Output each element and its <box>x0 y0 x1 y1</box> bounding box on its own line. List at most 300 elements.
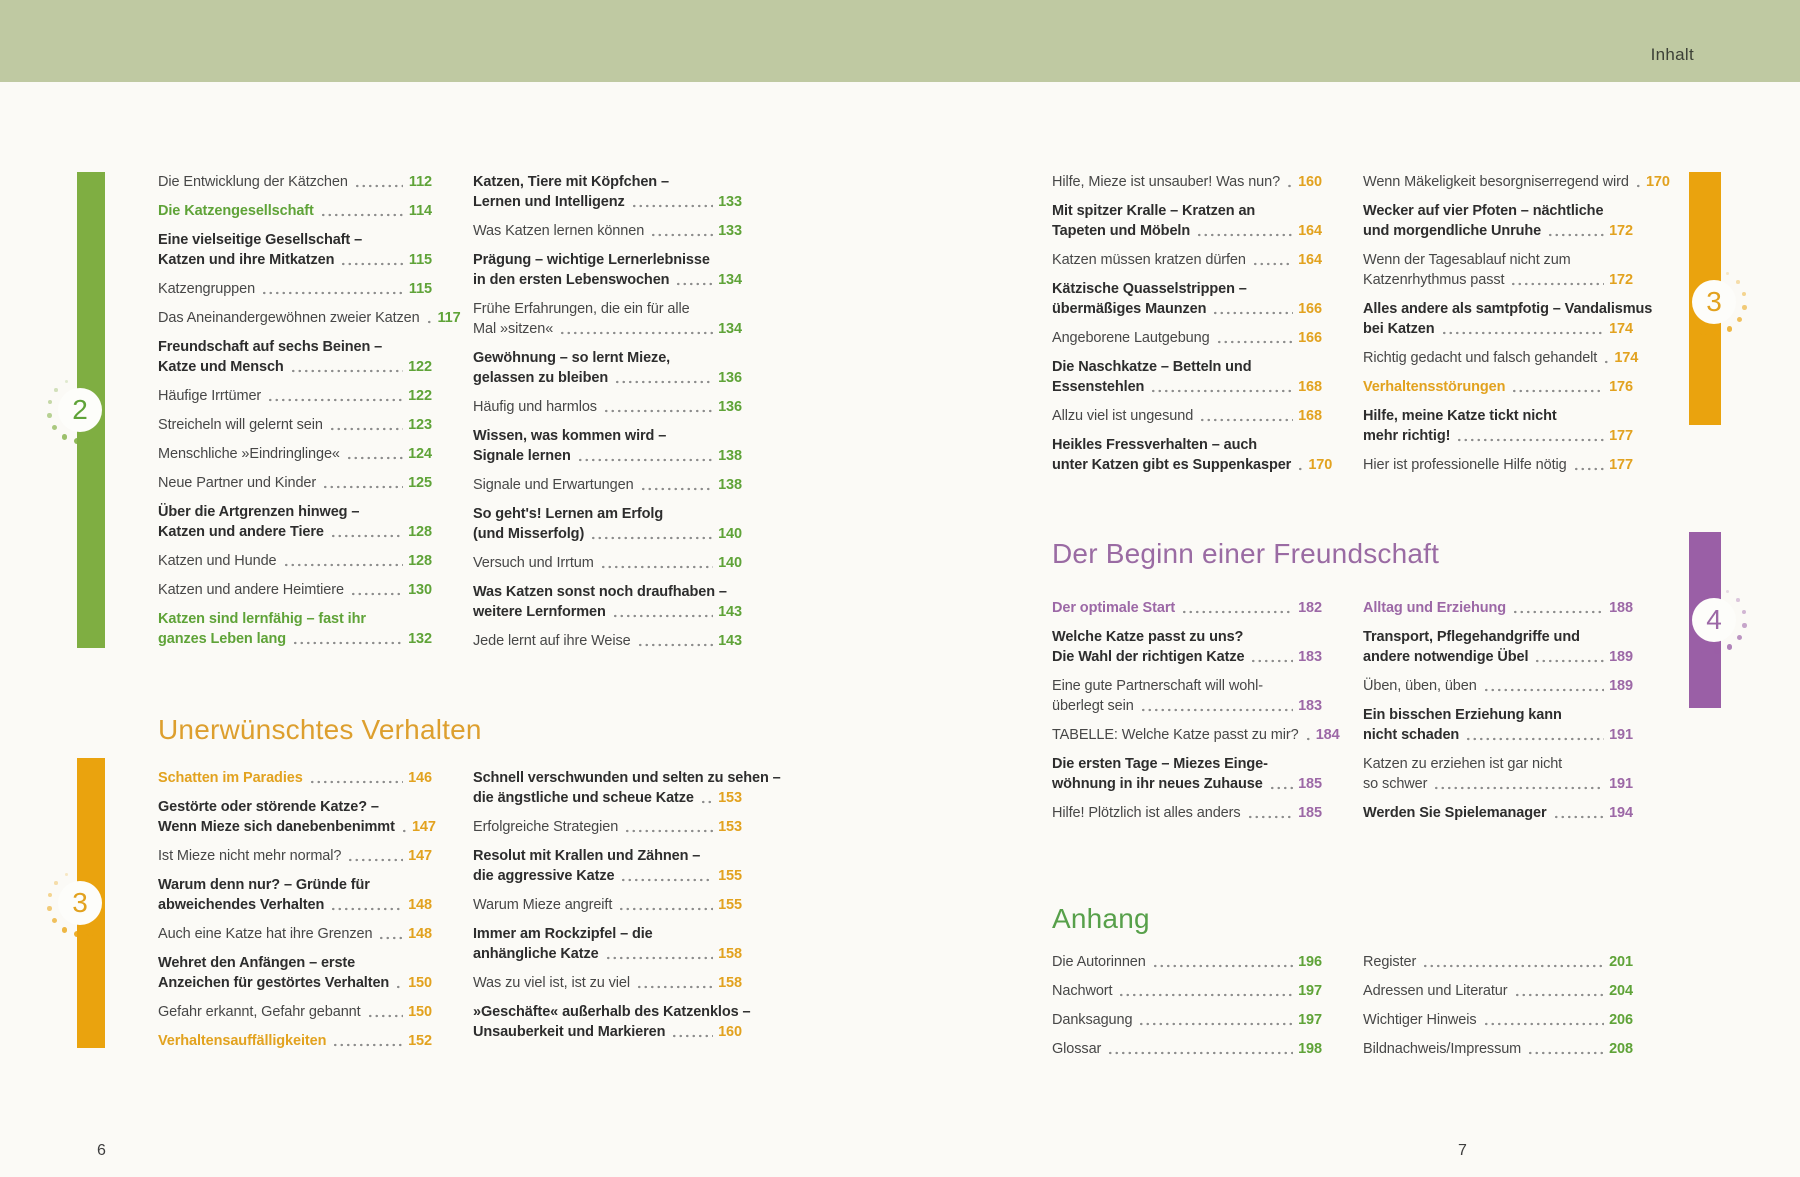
toc-entry[interactable] <box>1363 299 1653 339</box>
toc-entry-title-line: Was Katzen lernen können <box>473 223 645 239</box>
page-ref: 172 <box>1609 223 1633 239</box>
page-ref: 125 <box>408 475 432 491</box>
page-ref: 132 <box>408 631 432 647</box>
dot-leader <box>1297 467 1303 471</box>
toc-entry-title-line: überlegt sein <box>1052 698 1134 714</box>
page-ref: 122 <box>408 359 432 375</box>
toc-entry[interactable] <box>1363 952 1633 972</box>
toc-entry[interactable] <box>158 386 432 406</box>
toc-entry[interactable] <box>473 924 742 964</box>
toc-entry[interactable] <box>473 221 742 241</box>
toc-entry[interactable] <box>1363 1010 1633 1030</box>
toc-column-right-6 <box>1363 952 1633 1068</box>
page-ref: 148 <box>408 897 432 913</box>
badge-arc-dot <box>62 434 68 440</box>
dot-leader <box>426 320 432 324</box>
dot-leader <box>1305 737 1311 741</box>
chapter-badge-3: 3 <box>1692 280 1736 324</box>
dot-leader <box>612 614 713 618</box>
badge-arc-dot <box>1714 330 1720 336</box>
toc-entry-title-line: Mal »sitzen« <box>473 321 554 337</box>
toc-column-right-5 <box>1052 952 1322 1068</box>
page-ref: 197 <box>1298 983 1322 999</box>
dot-leader <box>347 858 403 862</box>
toc-entry-title-line: Die ersten Tage – Miezes Einge- <box>1052 756 1268 772</box>
toc-entry[interactable] <box>1363 377 1633 397</box>
dot-leader <box>636 985 713 989</box>
dot-leader <box>671 1034 713 1038</box>
dot-leader <box>290 369 403 373</box>
toc-entry[interactable] <box>158 230 432 270</box>
page-ref: 201 <box>1609 954 1633 970</box>
badge-arc-dot <box>1726 272 1729 275</box>
dot-leader <box>1483 1022 1604 1026</box>
toc-entry[interactable] <box>473 504 742 544</box>
toc-entry[interactable] <box>1363 201 1633 241</box>
toc-entry-title-line: Streicheln will gelernt sein <box>158 417 323 433</box>
badge-arc-dot <box>1727 326 1733 332</box>
badge-arc-dot <box>52 425 57 430</box>
toc-entry-title-line: Signale lernen <box>473 448 571 464</box>
toc-entry-title-line: Hilfe! Plötzlich ist alles anders <box>1052 805 1241 821</box>
dot-leader <box>577 458 713 462</box>
toc-entry-title-line: Häufig und harmlos <box>473 399 597 415</box>
toc-entry[interactable] <box>1052 952 1322 972</box>
page-ref: 166 <box>1298 330 1322 346</box>
toc-entry-title-line: Das Aneinandergewöhnen zweier Katzen <box>158 310 420 326</box>
toc-entry[interactable] <box>158 337 432 377</box>
toc-entry[interactable] <box>1052 1010 1322 1030</box>
toc-entry[interactable] <box>158 502 432 542</box>
toc-entry-title-line: Essenstehlen <box>1052 379 1145 395</box>
page-ref: 206 <box>1609 1012 1633 1028</box>
toc-entry-title-line: Eine gute Partnerschaft will wohl- <box>1052 678 1263 694</box>
dot-leader <box>1547 233 1604 237</box>
toc-entry-title-line: Glossar <box>1052 1041 1102 1057</box>
badge-arc-dot <box>87 929 94 936</box>
toc-entry[interactable] <box>158 308 461 328</box>
toc-entry-title-line: Kätzische Quasselstrippen – <box>1052 281 1247 297</box>
page-ref: 189 <box>1609 649 1633 665</box>
toc-entry-title-line: Katzen und andere Heimtiere <box>158 582 344 598</box>
dot-leader <box>559 331 713 335</box>
dot-leader <box>340 262 403 266</box>
toc-entry[interactable] <box>158 580 432 600</box>
page-ref: 124 <box>408 446 432 462</box>
toc-entry-title-line: Katzen sind lernfähig – fast ihr <box>158 611 366 627</box>
toc-entry-title-line: So geht's! Lernen am Erfolg <box>473 506 664 522</box>
page-ref: 174 <box>1614 350 1639 366</box>
page-ref: 168 <box>1298 408 1322 424</box>
badge-arc-dot <box>1736 280 1740 284</box>
toc-entry-title-line: die ängstliche und scheue Katze <box>473 790 694 806</box>
toc-entry[interactable] <box>158 551 432 571</box>
toc-entry-title-line: Werden Sie Spielemanager <box>1363 805 1547 821</box>
toc-entry[interactable] <box>1052 803 1322 823</box>
toc-entry[interactable] <box>1363 705 1633 745</box>
dot-leader <box>1216 340 1293 344</box>
page-ref: 136 <box>718 370 742 386</box>
badge-arc-dot <box>47 413 52 418</box>
toc-entry-title-line: Hilfe, Mieze ist unsauber! Was nun? <box>1052 174 1281 190</box>
toc-entry-title-line: »Geschäfte« außerhalb des Katzenklos – <box>473 1004 751 1020</box>
toc-entry[interactable] <box>158 924 432 944</box>
page-ref: 153 <box>718 790 742 806</box>
toc-entry[interactable] <box>473 582 742 622</box>
toc-entry-title-line: nicht schaden <box>1363 727 1460 743</box>
page-ref: 164 <box>1298 223 1322 239</box>
toc-entry[interactable] <box>1052 279 1322 319</box>
section-heading-unerwuenschtes-verhalten: Unerwünschtes Verhalten <box>158 714 482 745</box>
page-ref: 194 <box>1609 805 1633 821</box>
toc-entry[interactable] <box>473 475 742 495</box>
badge-arc-dot <box>1700 646 1707 653</box>
toc-entry[interactable] <box>473 817 742 837</box>
dot-leader <box>1483 688 1604 692</box>
toc-entry[interactable] <box>158 953 432 993</box>
dot-leader <box>329 427 403 431</box>
toc-entry[interactable] <box>158 473 432 493</box>
badge-arc-dot <box>54 881 58 885</box>
toc-entry-title-line: Hilfe, meine Katze tickt nicht <box>1363 408 1557 424</box>
toc-entry-title-line: Katzen und ihre Mitkatzen <box>158 252 335 268</box>
dot-leader <box>330 907 403 911</box>
toc-entry[interactable] <box>158 797 436 837</box>
toc-entry-title-line: mehr richtig! <box>1363 428 1451 444</box>
toc-entry[interactable] <box>473 768 781 808</box>
dot-leader <box>603 409 713 413</box>
toc-entry[interactable] <box>473 846 742 886</box>
toc-entry[interactable] <box>158 768 432 788</box>
toc-entry-title-line: anhängliche Katze <box>473 946 599 962</box>
toc-entry-title-line: weitere Lernformen <box>473 604 606 620</box>
dot-leader <box>1553 815 1605 819</box>
toc-entry-title-line: Register <box>1363 954 1417 970</box>
toc-entry[interactable] <box>1052 1039 1322 1059</box>
toc-entry-title-line: Ein bisschen Erziehung kann <box>1363 707 1562 723</box>
toc-entry-title-line: Immer am Rockzipfel – die <box>473 926 653 942</box>
page-ref: 197 <box>1298 1012 1322 1028</box>
toc-entry[interactable] <box>473 172 742 212</box>
toc-entry-title-line: abweichendes Verhalten <box>158 897 325 913</box>
toc-entry-title-line: Welche Katze passt zu uns? <box>1052 629 1244 645</box>
dot-leader <box>292 641 403 645</box>
toc-entry-title-line: Lernen und Intelligenz <box>473 194 625 210</box>
page-ref: 133 <box>718 223 742 239</box>
toc-entry-title-line: Signale und Erwartungen <box>473 477 634 493</box>
page-ref: 140 <box>718 555 742 571</box>
toc-entry-title-line: Bildnachweis/Impressum <box>1363 1041 1522 1057</box>
toc-entry-title-line: Auch eine Katze hat ihre Grenzen <box>158 926 373 942</box>
toc-entry-title-line: Versuch und Irrtum <box>473 555 594 571</box>
toc-entry-title-line: Ist Mieze nicht mehr normal? <box>158 848 342 864</box>
toc-entry[interactable] <box>1052 598 1322 618</box>
page-ref: 146 <box>408 770 432 786</box>
toc-entry[interactable] <box>158 846 432 866</box>
toc-entry-title-line: Wehret den Anfängen – erste <box>158 955 356 971</box>
toc-entry[interactable] <box>473 299 742 339</box>
toc-entry[interactable] <box>158 172 432 192</box>
toc-entry[interactable] <box>1052 725 1340 745</box>
toc-column-left-3 <box>158 768 436 1060</box>
dot-leader <box>624 829 713 833</box>
dot-leader <box>600 565 713 569</box>
toc-entry[interactable] <box>1363 250 1633 290</box>
dot-leader <box>1433 786 1604 790</box>
toc-entry[interactable] <box>1363 598 1633 618</box>
toc-entry[interactable] <box>1363 981 1633 1001</box>
toc-entry-title-line: Über die Artgrenzen hinweg – <box>158 504 360 520</box>
badge-arc-dot <box>65 873 68 876</box>
toc-entry-title-line: Katzenrhythmus passt <box>1363 272 1505 288</box>
toc-entry[interactable] <box>1363 455 1633 475</box>
toc-entry[interactable] <box>158 609 432 649</box>
toc-entry[interactable] <box>1052 172 1322 192</box>
dot-leader <box>1635 184 1641 188</box>
dot-leader <box>261 291 403 295</box>
dot-leader <box>330 534 403 538</box>
dot-leader <box>395 985 403 989</box>
page-ref: 158 <box>718 946 742 962</box>
toc-entry-title-line: übermäßiges Maunzen <box>1052 301 1207 317</box>
toc-entry-title-line: so schwer <box>1363 776 1428 792</box>
dot-leader <box>1138 1022 1293 1026</box>
dot-leader <box>614 380 713 384</box>
toc-entry-title-line: Üben, üben, üben <box>1363 678 1477 694</box>
page-ref: 134 <box>718 272 742 288</box>
page-ref: 147 <box>411 819 436 835</box>
toc-entry[interactable] <box>1363 676 1633 696</box>
page-ref: 185 <box>1298 805 1322 821</box>
toc-entry[interactable] <box>1363 754 1633 794</box>
dot-leader <box>332 1043 403 1047</box>
toc-entry[interactable] <box>1363 348 1639 368</box>
badge-arc-dot <box>1700 328 1707 335</box>
toc-entry[interactable] <box>1052 676 1322 716</box>
toc-entry-title-line: Gewöhnung – so lernt Mieze, <box>473 350 671 366</box>
dot-leader <box>1140 708 1293 712</box>
badge-arc-dot <box>1737 317 1742 322</box>
toc-entry-title-line: Verhaltensauffälligkeiten <box>158 1033 327 1049</box>
page-ref: 188 <box>1609 600 1633 616</box>
toc-entry[interactable] <box>473 1002 751 1042</box>
toc-entry[interactable] <box>1052 250 1322 270</box>
dot-leader <box>378 936 403 940</box>
toc-entry-title-line: Nachwort <box>1052 983 1113 999</box>
toc-entry-title-line: Die Entwicklung der Kätzchen <box>158 174 348 190</box>
toc-entry-title-line: Resolut mit Krallen und Zähnen – <box>473 848 701 864</box>
toc-entry-title-line: Gestörte oder störende Katze? – <box>158 799 379 815</box>
toc-entry-title-line: Hier ist professionelle Hilfe nötig <box>1363 457 1567 473</box>
dot-leader <box>1514 993 1605 997</box>
dot-leader <box>1181 610 1293 614</box>
dot-leader <box>1512 610 1604 614</box>
page-ref: 143 <box>718 604 742 620</box>
toc-entry[interactable] <box>1052 328 1322 348</box>
toc-entry-title-line: Danksagung <box>1052 1012 1133 1028</box>
toc-entry[interactable] <box>158 415 432 435</box>
toc-entry-title-line: unter Katzen gibt es Suppenkasper <box>1052 457 1292 473</box>
toc-entry-title-line: Katzen und Hunde <box>158 553 277 569</box>
toc-entry-title-line: Heikles Fressverhalten – auch <box>1052 437 1258 453</box>
toc-entry-title-line: Die Wahl der richtigen Katze <box>1052 649 1245 665</box>
dot-leader <box>1286 184 1293 188</box>
toc-entry[interactable] <box>1052 357 1322 397</box>
dot-leader <box>350 592 403 596</box>
toc-entry-title-line: Menschliche »Eindringlinge« <box>158 446 340 462</box>
toc-entry-title-line: Wenn der Tagesablauf nicht zum <box>1363 252 1571 268</box>
page-ref: 208 <box>1609 1041 1633 1057</box>
dot-leader <box>650 233 713 237</box>
toc-entry-title-line: Allzu viel ist ungesund <box>1052 408 1194 424</box>
toc-entry[interactable] <box>158 201 432 221</box>
page-ref: 155 <box>718 868 742 884</box>
badge-arc-dot <box>65 380 68 383</box>
badge-arc-dot <box>62 927 68 933</box>
toc-entry-title-line: Erfolgreiche Strategien <box>473 819 619 835</box>
page-ref: 204 <box>1609 983 1633 999</box>
badge-arc-dot <box>87 436 94 443</box>
dot-leader <box>618 907 713 911</box>
toc-column-right-1 <box>1052 172 1333 484</box>
toc-entry[interactable] <box>1052 981 1322 1001</box>
toc-entry[interactable] <box>473 397 742 417</box>
toc-entry[interactable] <box>1363 803 1633 823</box>
toc-entry-title-line: bei Katzen <box>1363 321 1435 337</box>
toc-entry-title-line: Der optimale Start <box>1052 600 1176 616</box>
dot-leader <box>1511 389 1604 393</box>
toc-entry[interactable] <box>473 348 742 388</box>
page-ref: 114 <box>408 203 432 219</box>
toc-entry[interactable] <box>473 250 742 290</box>
toc-entry[interactable] <box>473 895 742 915</box>
toc-entry[interactable] <box>158 1002 432 1022</box>
toc-entry[interactable] <box>1363 627 1633 667</box>
chapter-badge-4: 4 <box>1692 598 1736 642</box>
page-ref: 128 <box>408 553 432 569</box>
page-ref: 160 <box>1298 174 1322 190</box>
badge-arc-dot <box>54 388 58 392</box>
dot-leader <box>1422 964 1604 968</box>
toc-entry[interactable] <box>1052 754 1322 794</box>
chapter-badge-3: 3 <box>58 881 102 925</box>
toc-entry[interactable] <box>473 553 742 573</box>
dot-leader <box>1441 331 1604 335</box>
dot-leader <box>1247 815 1294 819</box>
toc-entry-title-line: Adressen und Literatur <box>1363 983 1508 999</box>
page-ref: 133 <box>718 194 742 210</box>
page-ref: 138 <box>718 477 742 493</box>
dot-leader <box>637 643 713 647</box>
page-ref: 155 <box>718 897 742 913</box>
dot-leader <box>1465 737 1604 741</box>
page-ref: 198 <box>1298 1041 1322 1057</box>
page-ref: 158 <box>718 975 742 991</box>
dot-leader <box>590 536 713 540</box>
dot-leader <box>1456 438 1604 442</box>
page-ref: 177 <box>1609 457 1633 473</box>
page-ref: 140 <box>718 526 742 542</box>
toc-entry-title-line: gelassen zu bleiben <box>473 370 609 386</box>
toc-entry[interactable] <box>1363 1039 1633 1059</box>
dot-leader <box>1199 418 1293 422</box>
toc-entry[interactable] <box>1052 435 1333 475</box>
page-ref: 134 <box>718 321 742 337</box>
toc-entry[interactable] <box>1052 406 1322 426</box>
toc-entry-title-line: Richtig gedacht und falsch gehandelt <box>1363 350 1598 366</box>
toc-entry-title-line: Katzen und andere Tiere <box>158 524 324 540</box>
folio-right: 7 <box>1458 1142 1467 1159</box>
toc-entry-title-line: Was Katzen sonst noch draufhaben – <box>473 584 727 600</box>
page-ref: 184 <box>1315 727 1340 743</box>
toc-entry-title-line: Katzen, Tiere mit Köpfchen – <box>473 174 669 190</box>
page-ref: 177 <box>1609 428 1633 444</box>
toc-entry[interactable] <box>1052 627 1322 667</box>
dot-leader <box>1212 311 1293 315</box>
page-ref: 152 <box>408 1033 432 1049</box>
toc-entry[interactable] <box>1052 201 1322 241</box>
toc-entry-title-line: Schnell verschwunden und selten zu sehen – <box>473 770 781 786</box>
dot-leader <box>1573 467 1604 471</box>
toc-entry[interactable] <box>473 973 742 993</box>
toc-column-right-3 <box>1052 598 1340 832</box>
toc-entry[interactable] <box>158 875 432 915</box>
toc-entry-title-line: Katze und Mensch <box>158 359 284 375</box>
page-ref: 143 <box>718 633 742 649</box>
page-ref: 115 <box>408 252 432 268</box>
dot-leader <box>631 204 713 208</box>
toc-entry[interactable] <box>1363 172 1670 192</box>
toc-entry[interactable] <box>473 426 742 466</box>
page-ref: 117 <box>437 310 461 326</box>
toc-entry-title-line: Katzengruppen <box>158 281 256 297</box>
toc-entry-title-line: Die Katzengesellschaft <box>158 203 314 219</box>
dot-leader <box>1510 282 1604 286</box>
toc-entry[interactable] <box>158 444 432 464</box>
dot-leader <box>1152 964 1293 968</box>
badge-arc-dot <box>1742 305 1747 310</box>
page-ref: 182 <box>1298 600 1322 616</box>
page-ref: 148 <box>408 926 432 942</box>
toc-entry-title-line: Häufige Irrtümer <box>158 388 262 404</box>
toc-entry-title-line: ganzes Leben lang <box>158 631 287 647</box>
page-ref: 112 <box>408 174 432 190</box>
page-ref: 176 <box>1609 379 1633 395</box>
toc-entry-title-line: wöhnung in ihr neues Zuhause <box>1052 776 1263 792</box>
badge-arc-dot <box>1742 610 1746 614</box>
toc-entry-title-line: Schatten im Paradies <box>158 770 303 786</box>
page-ref: 122 <box>408 388 432 404</box>
page-ref: 189 <box>1609 678 1633 694</box>
toc-entry-title-line: Alles andere als samtpfotig – Vandalismus <box>1363 301 1653 317</box>
toc-entry[interactable] <box>158 1031 432 1051</box>
toc-entry-title-line: Warum denn nur? – Gründe für <box>158 877 370 893</box>
toc-entry-title-line: Tapeten und Möbeln <box>1052 223 1191 239</box>
page-ref: 164 <box>1298 252 1322 268</box>
toc-entry[interactable] <box>1363 406 1633 446</box>
toc-entry[interactable] <box>158 279 432 299</box>
toc-entry-title-line: Unsauberkeit und Markieren <box>473 1024 666 1040</box>
toc-entry-title-line: Freundschaft auf sechs Beinen – <box>158 339 383 355</box>
dot-leader <box>1250 659 1293 663</box>
dot-leader <box>640 487 713 491</box>
badge-arc-dot <box>1727 644 1733 650</box>
dot-leader <box>1150 389 1293 393</box>
page-ref: 170 <box>1645 174 1670 190</box>
section-heading-der-beginn: Der Beginn einer Freundschaft <box>1052 538 1440 569</box>
page-ref: 150 <box>408 1004 432 1020</box>
toc-entry[interactable] <box>473 631 742 651</box>
